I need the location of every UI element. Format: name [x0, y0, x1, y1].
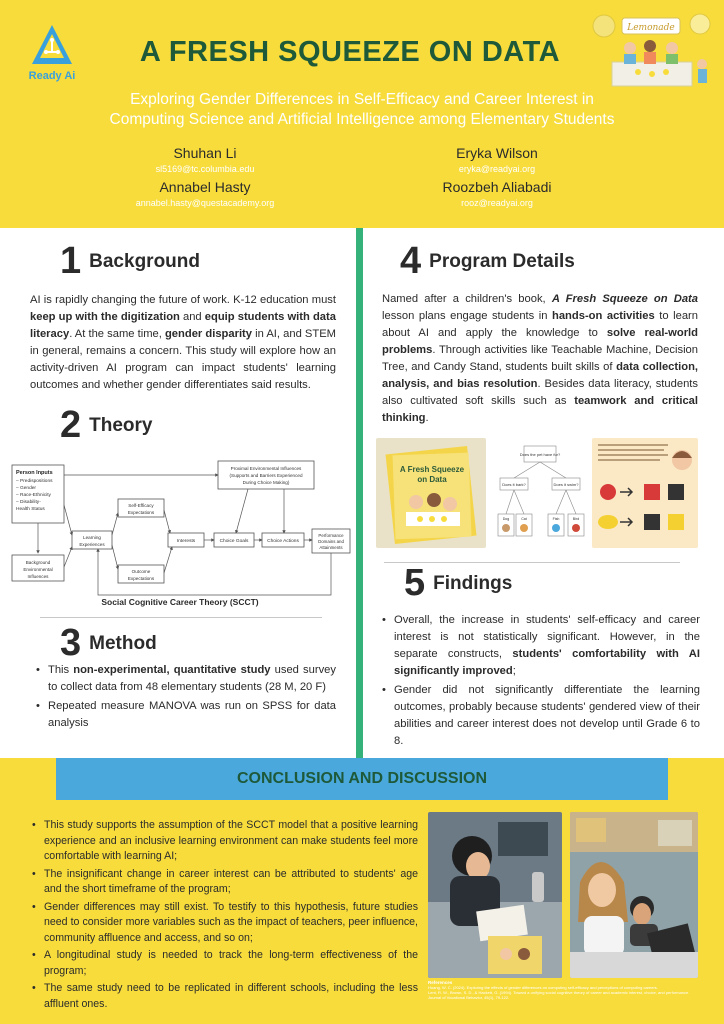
svg-text:Expectations: Expectations	[127, 510, 155, 515]
theory-heading	[60, 404, 153, 447]
svg-text:Attainments: Attainments	[319, 545, 343, 550]
author-block	[382, 145, 612, 174]
book-cover-image	[376, 438, 486, 548]
svg-text:Person Inputs: Person Inputs	[16, 470, 53, 476]
author-name: Shuhan Li	[173, 145, 237, 161]
svg-text:Does it swim?: Does it swim?	[553, 482, 579, 487]
header	[0, 0, 724, 228]
findings-heading	[404, 562, 512, 605]
list-item: • A longitudinal study is needed to track the long-term effectiveness of the program;	[30, 948, 418, 979]
svg-text:Does it bark?: Does it bark?	[502, 482, 526, 487]
list-item: • This non-experimental, quantitative study used survey to collect data from 48 elementary students (28 M, 20 F)	[34, 662, 336, 696]
svg-text:Health Status: Health Status	[16, 507, 45, 512]
classroom-photo-2	[570, 812, 698, 978]
section-title: Program Details	[429, 250, 575, 272]
section-number: 2	[60, 404, 82, 446]
svg-text:Expectations: Expectations	[127, 576, 155, 581]
sign-text: Lemonade	[627, 23, 675, 33]
svg-text:– Race-Ethnicity: – Race-Ethnicity	[16, 493, 51, 498]
subtitle-line-2: Computing Science and Artificial Intelligence among Elementary Students	[109, 111, 615, 128]
section-rule	[40, 617, 322, 618]
svg-text:During Choice Making): During Choice Making)	[242, 480, 290, 485]
sorting-activity-image	[592, 438, 698, 548]
author-email: annabel.hasty@questacademy.org	[135, 198, 275, 208]
conclusion-banner: CONCLUSION AND DISCUSSION	[56, 758, 668, 800]
section-number: 4	[400, 240, 422, 282]
conclusion-text	[30, 818, 418, 1014]
svg-text:– Gender: – Gender	[16, 486, 37, 491]
list-item: • The same study need to be replicated in different schools, including the less affluent ones.	[30, 981, 418, 1012]
section-title: Background	[89, 250, 200, 272]
person-inputs-box	[12, 465, 64, 523]
logo-text: Ready Ai	[28, 70, 76, 82]
author-name: Eryka Wilson	[456, 145, 538, 161]
svg-text:Environmental: Environmental	[23, 567, 53, 572]
decision-tree-image	[494, 438, 586, 548]
svg-text:Dog: Dog	[502, 517, 510, 521]
section-title: Theory	[89, 414, 153, 436]
findings-text	[380, 612, 700, 752]
performance-box	[312, 529, 350, 553]
author-block	[90, 179, 320, 208]
svg-text:Outcome: Outcome	[131, 569, 151, 574]
svg-text:Performance: Performance	[318, 533, 344, 538]
list-item: • The insignificant change in career interest can be attributed to students' age and the short timeframe of the program;	[30, 867, 418, 898]
author-name: Roozbeh Aliabadi	[442, 179, 552, 195]
book-title: A Fresh Squeeze	[399, 465, 465, 474]
svg-text:– Predispositions: – Predispositions	[16, 479, 53, 484]
reference-item: Lent, R. W., Brown, S. D., & Hackett, G. (1994). Toward a unifying social cognitive theory of career and academic interest, choice, and performance.	[428, 990, 690, 995]
svg-text:Bird: Bird	[572, 517, 580, 521]
section-number: 1	[60, 240, 82, 282]
svg-text:Choice Goals: Choice Goals	[219, 539, 249, 544]
author-email: sl5169@tc.columbia.edu	[155, 164, 255, 174]
author-name: Annabel Hasty	[159, 179, 251, 195]
svg-text:(Supports and Barriers Experie: (Supports and Barriers Experienced	[229, 473, 303, 478]
scct-diagram	[8, 446, 352, 614]
triangle-network-icon	[29, 22, 75, 68]
svg-text:Fish: Fish	[552, 517, 560, 521]
author-email: eryka@readyai.org	[458, 164, 536, 174]
ready-ai-logo	[24, 22, 80, 92]
method-heading	[60, 622, 157, 665]
list-item: • This study supports the assumption of the SCCT model that a positive learning experience and an inclusive learning environment can make students feel more comfortable with learning AI;	[30, 818, 418, 865]
choice-goals-box	[214, 533, 254, 547]
section-number: 3	[60, 622, 82, 664]
diagram-caption: Social Cognitive Career Theory (SCCT)	[101, 597, 259, 607]
svg-text:Choice Actions: Choice Actions	[267, 539, 299, 544]
list-item: • Gender did not significantly differentiate the learning outcomes, probably because students' gendered view of their abilities and career interest does not develop until Grade 6 to 8.	[380, 682, 700, 750]
interests-box	[168, 533, 204, 547]
svg-text:– Disability-: – Disability-	[16, 500, 41, 505]
learning-experiences-box	[72, 531, 112, 549]
svg-text:Influences: Influences	[27, 574, 49, 579]
section-title: Method	[89, 632, 157, 654]
list-item: • Overall, the increase in students' self-efficacy and career interest is not statistically significant. However, in the separate constructs, students' comfortability with AI significantly improved;	[380, 612, 700, 680]
svg-text:Domains and: Domains and	[318, 539, 344, 544]
lemonade-stand-illustration	[590, 12, 714, 92]
section-title: Findings	[433, 572, 513, 594]
reference-item: Journal of Vocational Behavior, 45(1), 79-122.	[428, 995, 510, 1000]
outcome-expectations-box	[118, 565, 164, 583]
reference-item: Huang, W. C. (2024). Exploring the effects of gender differences on computing self-efficacy and perceptions of computing careers.	[428, 985, 658, 990]
svg-text:Proximal Environmental Influen: Proximal Environmental Influences	[230, 466, 302, 471]
svg-text:Background: Background	[25, 560, 51, 565]
method-text	[34, 662, 336, 734]
svg-text:Learning: Learning	[83, 535, 101, 540]
list-item: • Gender differences may still exist. To testify to this hypothesis, future studies need to consider more variables such as the impact of teachers, peer influence, community affluence and access, and so on;	[30, 900, 418, 947]
section-number: 5	[404, 562, 426, 604]
references	[428, 980, 710, 1000]
list-item: • Repeated measure MANOVA was run on SPSS for data analysis	[34, 698, 336, 732]
poster-subtitle	[40, 90, 684, 130]
author-block	[90, 145, 320, 174]
svg-text:Experiences: Experiences	[79, 542, 105, 547]
column-divider	[356, 228, 363, 758]
program-heading	[400, 240, 575, 283]
proximal-influences-box	[218, 461, 314, 489]
choice-actions-box	[262, 533, 304, 547]
author-email: rooz@readyai.org	[461, 198, 533, 208]
subtitle-line-1: Exploring Gender Differences in Self-Efficacy and Career Interest in	[130, 91, 594, 108]
author-block	[382, 179, 612, 208]
svg-text:Interests: Interests	[176, 539, 196, 544]
background-text: AI is rapidly changing the future of work. K-12 education must keep up with the digitization and equip students with data literacy. At the same time, gender disparity in AI, and STEM in general, remains a concern. This study will explore how an activity-driven AI program can impact students' learning outcomes and whether gender differentiates said results.	[30, 294, 336, 391]
self-efficacy-box	[118, 499, 164, 517]
program-text: Named after a children's book, A Fresh Squeeze on Data lesson plans engage students in hands-on activities to learn about AI and apply the knowledge to solve real-world problems. Through activities like Teachable Machine, Decision Tree, and Candy Stand, students built skills of data collection, analysis, and bias resolution. Besides data literacy, students also cultivated soft skills such as teamwork and critical thinking.	[382, 293, 699, 424]
background-influences-box	[12, 555, 64, 581]
poster-title: A FRESH SQUEEZE ON DATA	[139, 36, 561, 68]
classroom-photo-1	[428, 812, 562, 978]
svg-text:Cat: Cat	[521, 517, 527, 521]
svg-text:Does the pet have fur?: Does the pet have fur?	[519, 452, 561, 457]
references-title: References	[428, 980, 453, 985]
svg-text:Self-Efficacy: Self-Efficacy	[128, 503, 154, 508]
background-heading	[60, 240, 200, 283]
svg-text:on Data: on Data	[417, 475, 447, 484]
